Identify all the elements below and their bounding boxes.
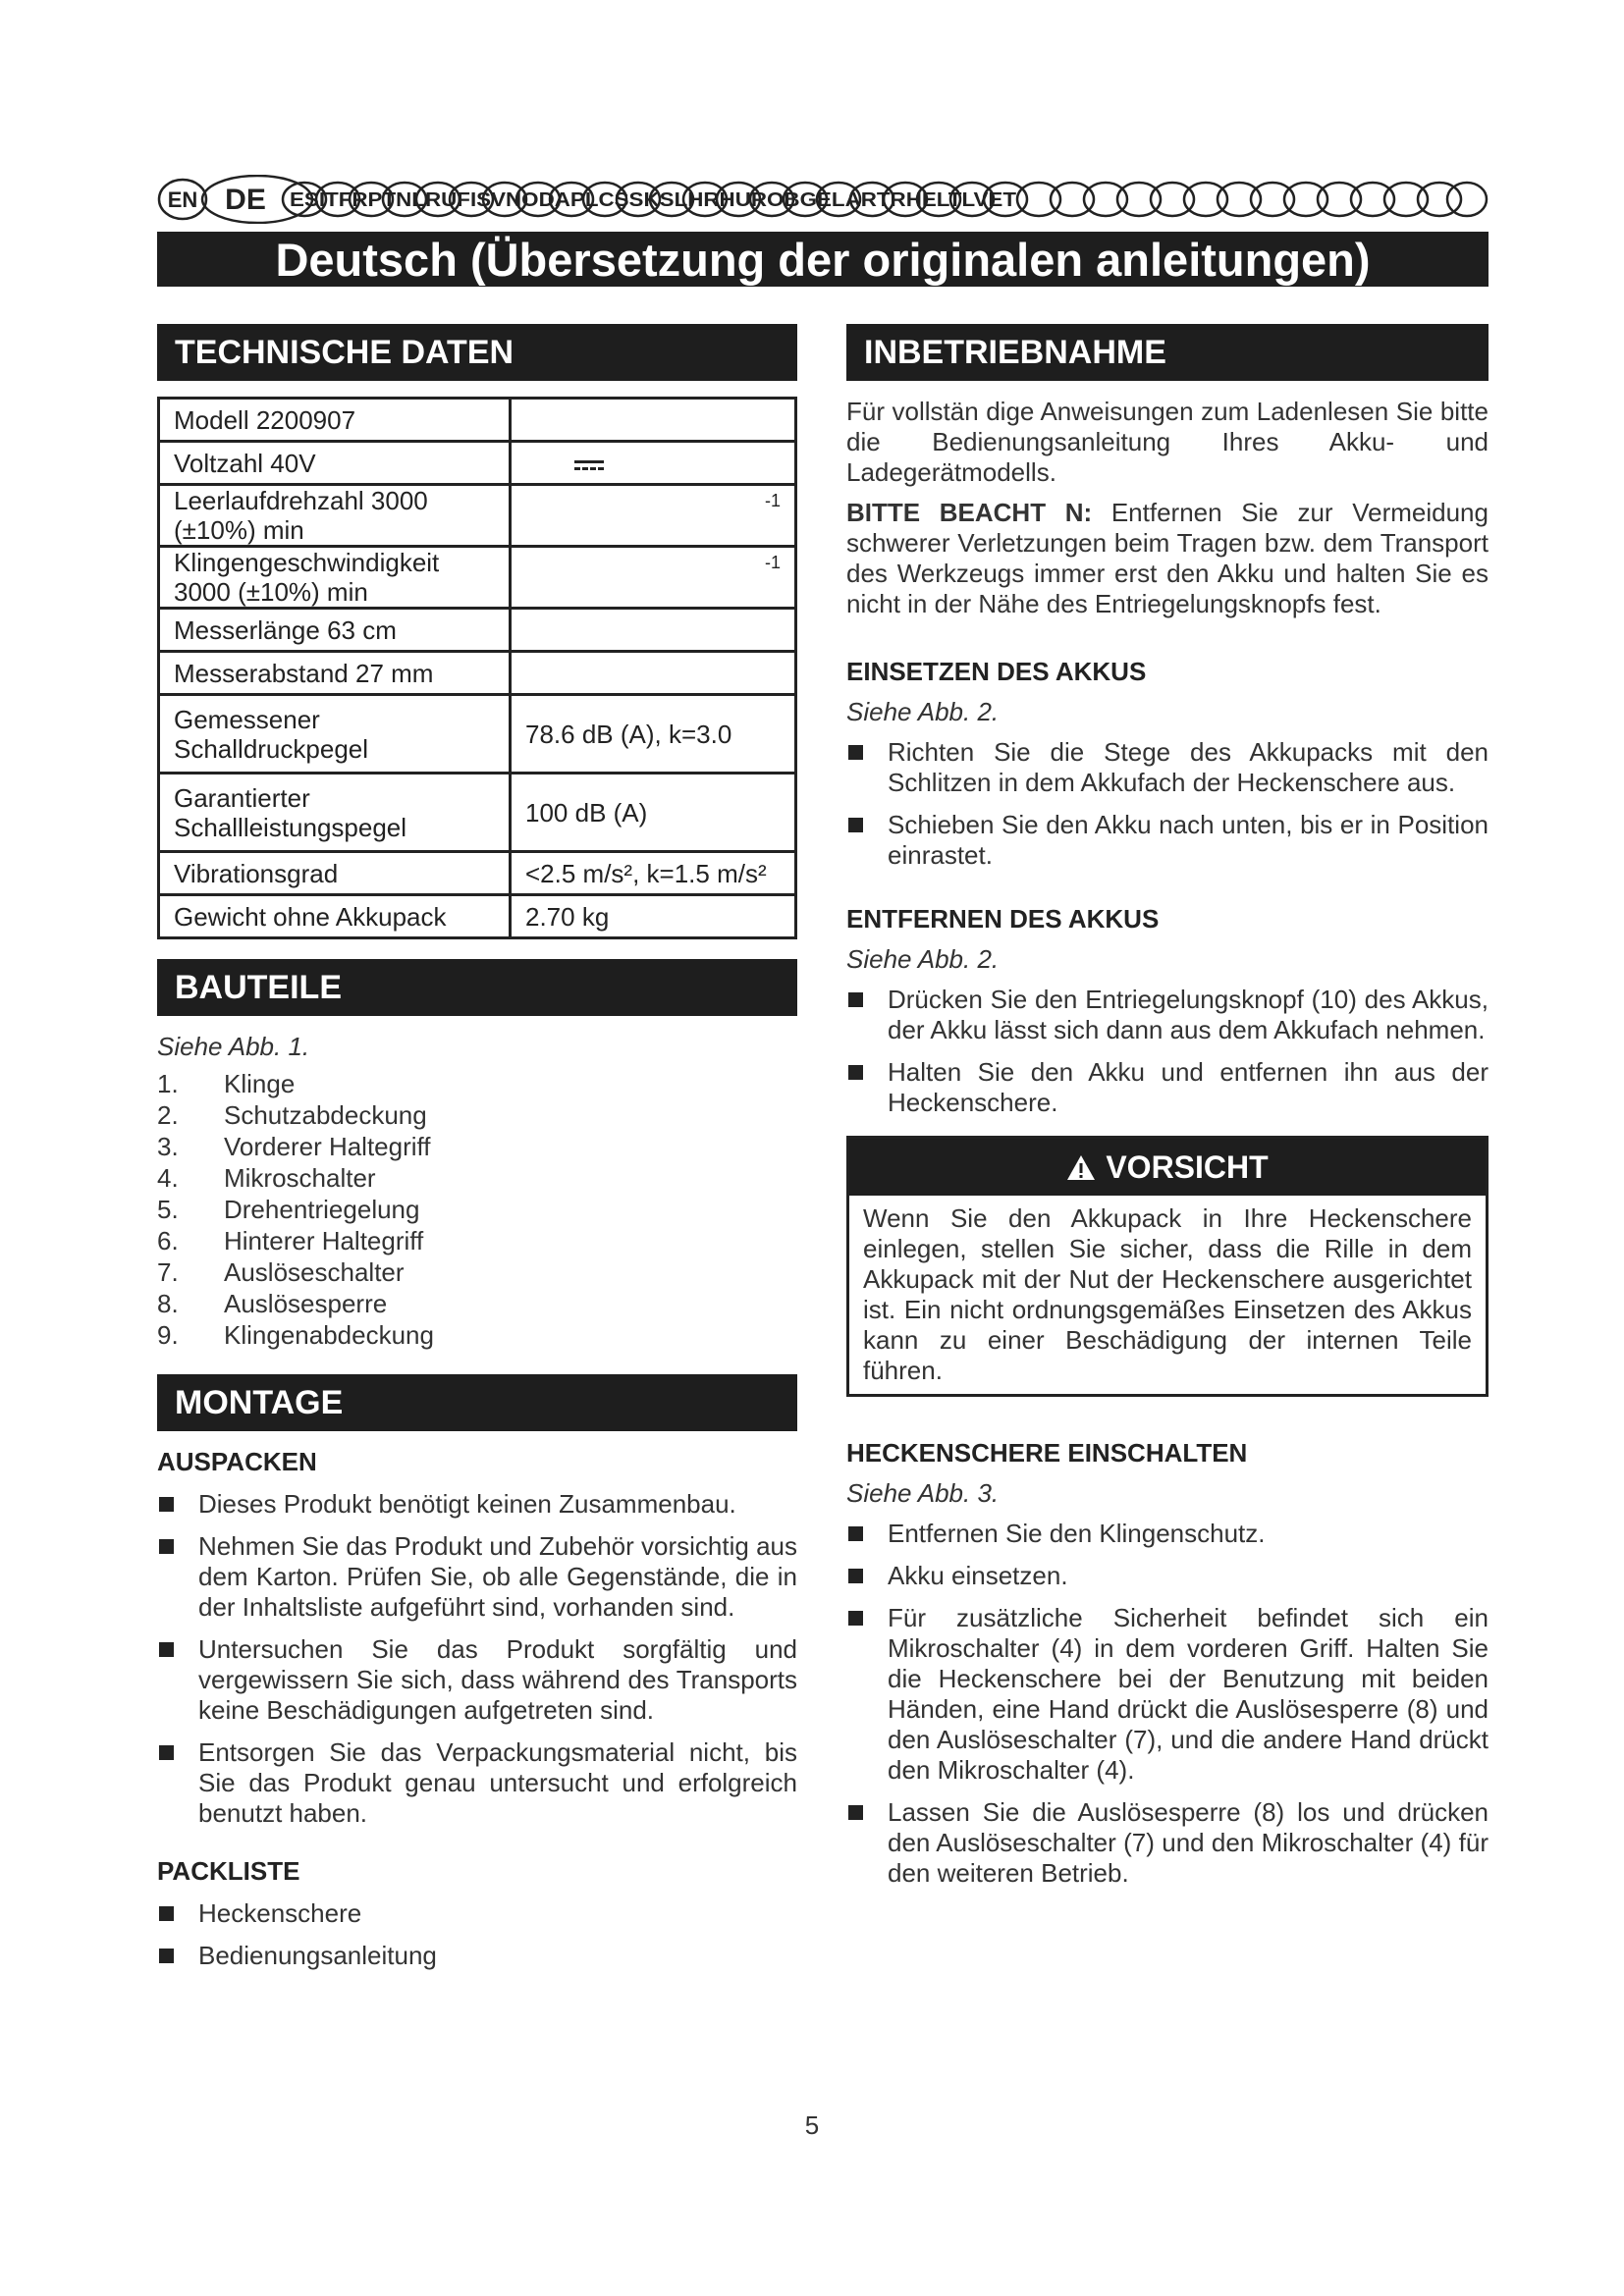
spec-row [159, 774, 796, 852]
list-item: Drücken Sie den Entriegelungsknopf (10) des Akkus, der Akku lässt sich dann aus dem Akkufach nehmen. [846, 985, 1489, 1045]
caution-text: Wenn Sie den Akkupack in Ihre Heckenschere einlegen, stellen Sie sicher, dass die Rille in dem Akkupack mit der Nut der Heckenschere ausgerichtet ist. Ein nicht ordnungsgemäßes Einsetzen des Akkus kann zu einer Beschädigung der internen Teile führen. [863, 1203, 1472, 1385]
spec-row [159, 852, 796, 895]
list-item: 7. Auslöseschalter [157, 1257, 405, 1287]
spec-row [159, 609, 796, 652]
subheading-einschalten: HECKENSCHERE EINSCHALTEN [846, 1438, 1248, 1468]
page-number: 5 [804, 2110, 820, 2140]
spec-value: 78.6 dB (A), k=3.0 [511, 695, 796, 774]
list-item: 1. Klinge [157, 1069, 296, 1098]
subheading-entfernen: ENTFERNEN DES AKKUS [846, 904, 1160, 934]
dc-symbol-icon [574, 460, 604, 470]
list-item: Für zusätzliche Sicherheit befindet sich ein Mikroschalter (4) in dem vorderen Griff. Halten Sie die Heckenschere bei der Benutzung mit beiden Händen, eine Hand drückt die Auslösesperre (8) und den Auslöseschalter (7), und die andere Hand drückt den Mikroschalter (4). [846, 1603, 1489, 1786]
spec-value [511, 442, 796, 485]
list-item: Untersuchen Sie das Produkt sorgfältig und vergewissern Sie sich, dass während des Transports keine Beschädigungen aufgetreten sind. [157, 1634, 797, 1726]
note-paragraph [846, 498, 1489, 619]
list-item: Lassen Sie die Auslösesperre (8) los und drücken den Auslöseschalter (7) und den Mikroschalter (4) für den weiteren Betrieb. [846, 1797, 1489, 1889]
page-title: Deutsch (Übersetzung der originalen anleitungen) [157, 232, 1489, 287]
figure-reference: Siehe Abb. 2. [846, 944, 1000, 974]
list-item: Dieses Produkt benötigt keinen Zusammenbau. [157, 1489, 797, 1520]
list-item: Entsorgen Sie das Verpackungsmaterial nicht, bis Sie das Produkt genau untersucht und erfolgreich benutzt haben. [157, 1737, 797, 1829]
spec-value [511, 547, 796, 609]
spec-row [159, 442, 796, 485]
list-item: 4. Mikroschalter [157, 1163, 376, 1193]
spec-value [511, 609, 796, 652]
list-item: Nehmen Sie das Produkt und Zubehör vorsichtig aus dem Karton. Prüfen Sie, ob alle Gegenstände, die in der Inhaltsliste aufgeführt sind, vorhanden sind. [157, 1531, 797, 1623]
entfernen-list [846, 985, 1489, 1118]
figure-reference: Siehe Abb. 1. [157, 1032, 310, 1061]
note-label: BITTE BEACHT N: [846, 498, 1093, 527]
spec-value: <2.5 m/s², k=1.5 m/s² [511, 852, 796, 895]
list-item: 6. Hinterer Haltegriff [157, 1226, 424, 1255]
einschalten-list [846, 1519, 1489, 1889]
list-item: Heckenschere [157, 1898, 797, 1929]
right-column [846, 324, 1489, 1900]
figure-reference: Siehe Abb. 3. [846, 1478, 1000, 1508]
spec-value: 2.70 kg [511, 895, 796, 938]
spec-label: Voltzahl 40V [159, 442, 511, 485]
list-item: 3. Vorderer Haltegriff [157, 1132, 431, 1161]
auspacken-list [157, 1489, 797, 1829]
einsetzen-list [846, 737, 1489, 871]
list-item: Richten Sie die Stege des Akkupacks mit den Schlitzen in dem Akkufach der Heckenschere aus. [846, 737, 1489, 798]
spec-row [159, 399, 796, 442]
section-heading-montage: MONTAGE [157, 1374, 797, 1431]
spec-label: Gewicht ohne Akkupack [159, 895, 511, 938]
list-item: Akku einsetzen. [846, 1561, 1489, 1591]
lang-codes[interactable]: ESITFRPTNLRUFISVNODAPLCSSKSLHRHUROBGELARTRHELTLVET [290, 189, 1016, 211]
section-heading-inbetriebnahme: INBETRIEBNAHME [846, 324, 1489, 381]
spec-value [511, 399, 796, 442]
spec-exponent: -1 [764, 491, 781, 510]
list-item: 9. Klingenabdeckung [157, 1320, 434, 1350]
spec-label: Messerlänge 63 cm [159, 609, 511, 652]
lang-en[interactable]: EN [167, 187, 198, 212]
list-item: Schieben Sie den Akku nach unten, bis er in Position einrastet. [846, 810, 1489, 871]
subheading-einsetzen: EINSETZEN DES AKKUS [846, 657, 1147, 686]
caution-title: VORSICHT [1106, 1148, 1269, 1185]
lang-de[interactable]: DE [225, 184, 266, 216]
spec-row [159, 547, 796, 609]
list-item: Bedienungsanleitung [157, 1941, 797, 1971]
spec-table [157, 397, 797, 939]
subheading-packliste: PACKLISTE [157, 1856, 300, 1886]
caution-box [846, 1136, 1489, 1397]
parts-list [157, 1068, 797, 1351]
list-item: 8. Auslösesperre [157, 1289, 388, 1318]
spec-value [511, 652, 796, 695]
language-tabs [157, 175, 1489, 224]
spec-exponent: -1 [764, 553, 781, 572]
section-heading-technische-daten: TECHNISCHE DATEN [157, 324, 797, 381]
spec-row [159, 652, 796, 695]
spec-row [159, 895, 796, 938]
spec-label: Gemessener Schalldruckpegel [159, 695, 511, 774]
note-text: Entfernen Sie zur Vermeidung schwerer Verletzungen beim Tragen bzw. dem Transport des Werkzeugs immer erst den Akku und halten Sie es nicht in der Nähe des Entriegelungsknopfs fest. [846, 498, 1489, 618]
spec-label: Leerlaufdrehzahl 3000 (±10%) min [159, 485, 511, 547]
spec-label: Messerabstand 27 mm [159, 652, 511, 695]
spec-value: 100 dB (A) [511, 774, 796, 852]
subheading-auspacken: AUSPACKEN [157, 1447, 317, 1476]
left-column [157, 324, 797, 1983]
section-heading-bauteile: BAUTEILE [157, 959, 797, 1016]
spec-row [159, 695, 796, 774]
spec-label: Klingengeschwindigkeit 3000 (±10%) min [159, 547, 511, 609]
list-item: Halten Sie den Akku und entfernen ihn aus der Heckenschere. [846, 1057, 1489, 1118]
language-tabs-graphic [157, 175, 1489, 224]
packliste-list [157, 1898, 797, 1971]
spec-label: Vibrationsgrad [159, 852, 511, 895]
spec-value [511, 485, 796, 547]
spec-label: Garantierter Schallleistungspegel [159, 774, 511, 852]
spec-row [159, 485, 796, 547]
warning-icon [1066, 1154, 1096, 1181]
caution-header [849, 1139, 1486, 1196]
list-item: 2. Schutzabdeckung [157, 1100, 427, 1130]
spec-label: Modell 2200907 [159, 399, 511, 442]
intro-paragraph: Für vollstän dige Anweisungen zum Ladenlesen Sie bitte die Bedienungsanleitung Ihres Akku- und Ladegerätmodells. [846, 397, 1489, 487]
list-item: Entfernen Sie den Klingenschutz. [846, 1519, 1489, 1549]
figure-reference: Siehe Abb. 2. [846, 697, 1000, 726]
list-item: 5. Drehentriegelung [157, 1195, 420, 1224]
